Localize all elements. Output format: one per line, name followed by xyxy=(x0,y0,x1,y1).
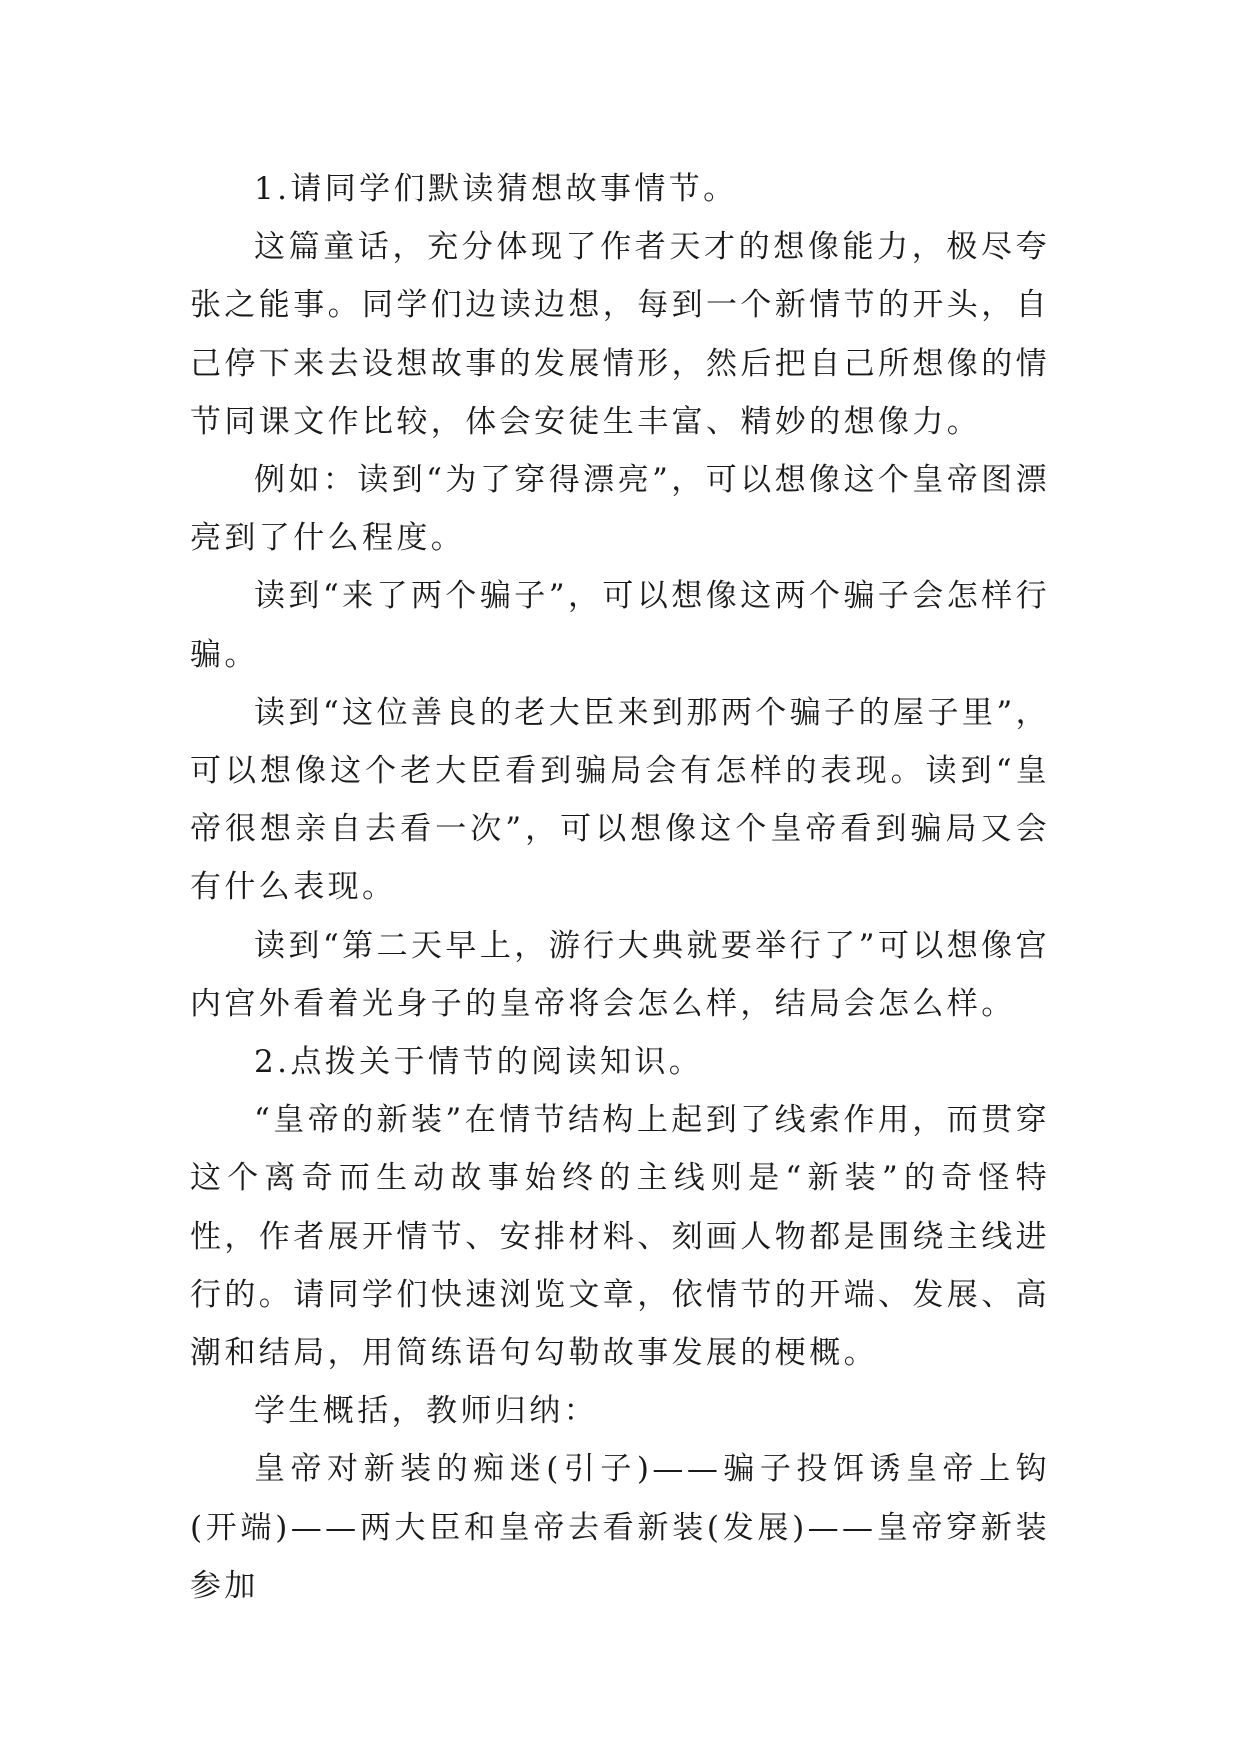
paragraph-example-parade: 读到“第二天早上，游行大典就要举行了”可以想像宫内宫外看着光身子的皇帝将会怎么样，结局会怎么样。 xyxy=(190,927,1050,1022)
paragraph-plot-outline: 皇帝对新装的痴迷(引子)——骗子投饵诱皇帝上钩(开端)——两大臣和皇帝去看新装(发展)——皇帝穿新装参加 xyxy=(190,1451,1050,1604)
paragraph-plot-structure: “皇帝的新装”在情节结构上起到了线索作用，而贯穿这个离奇而生动故事始终的主线则是“新装”的奇怪特性，作者展开情节、安排材料、刻画人物都是围绕主线进行的。请同学们快速浏览文章，依情节的开端、发展、高潮和结局，用简练语句勾勒故事发展的梗概。 xyxy=(190,1102,1050,1372)
paragraph-task-2-heading: 2.点拨关于情节的阅读知识。 xyxy=(254,1044,704,1081)
document-body xyxy=(190,160,1050,1615)
paragraph-example-dress: 例如：读到“为了穿得漂亮”，可以想像这个皇帝图漂亮到了什么程度。 xyxy=(190,462,1050,557)
paragraph-task-1-heading: 1.请同学们默读猜想故事情节。 xyxy=(254,171,738,207)
paragraph-example-minister: 读到“这位善良的老大臣来到那两个骗子的屋子里”，可以想像这个老大臣看到骗局会有怎样的表现。读到“皇帝很想亲自去看一次”，可以想像这个皇帝看到骗局又会有什么表现。 xyxy=(190,694,1050,906)
paragraph-imagination-intro: 这篇童话，充分体现了作者天才的想像能力，极尽夸张之能事。同学们边读边想，每到一个新情节的开头，自己停下来去设想故事的发展情形，然后把自己所想像的情节同课文作比较，体会安徒生丰富、精妙的想像力。 xyxy=(190,229,1050,440)
paragraph-example-swindlers: 读到“来了两个骗子”，可以想像这两个骗子会怎样行骗。 xyxy=(190,578,1050,673)
paragraph-summary-intro: 学生概括，教师归纳： xyxy=(254,1393,598,1430)
